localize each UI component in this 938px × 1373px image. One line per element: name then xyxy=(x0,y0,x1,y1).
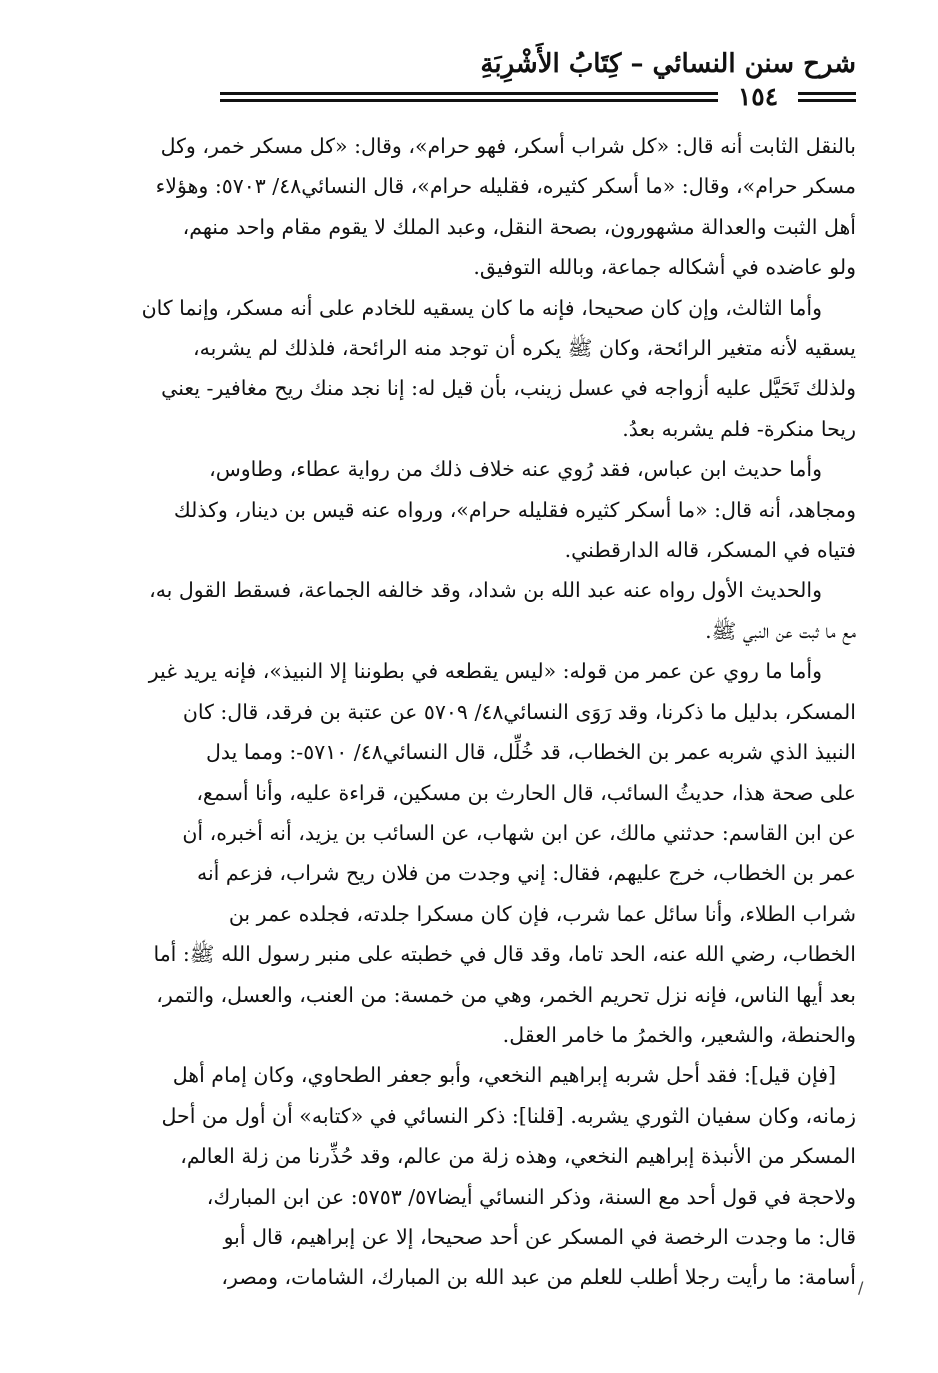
text-line: عمر بن الخطاب، خرج عليهم، فقال: إني وجدت من فلان ريح شراب، فزعم أنه xyxy=(196,861,856,886)
text-line: النبيذ الذي شربه عمر بن الخطاب، قد خُلِّل، قال النسائي٤٨/ ٥٧١٠-: ومما يدل xyxy=(206,740,856,765)
text-line: شراب الطلاء، وأنا سائل عما شرب، فإن كان مسكرا جلدته، فجلده عمر بن xyxy=(228,901,856,926)
text-line: ومجاهد، أنه قال: «ما أسكر كثيره فقليله حرام»، ورواه عنه قيس بن دينار، وكذلك xyxy=(173,497,856,522)
text-line: عن ابن القاسم: حدثني مالك، عن ابن شهاب، عن السائب بن يزيد، أنه أخبره، أن xyxy=(182,820,856,845)
text-line: يسقيه لأنه متغير الرائحة، وكان ﷺ يكره أن توجد منه الرائحة، فلذلك لم يشربه، xyxy=(193,336,856,361)
number-rule-top xyxy=(797,92,856,95)
text-line: والحديث الأول رواه عنه عبد الله بن شداد، وقد خالفه الجماعة، فسقط القول به، xyxy=(149,578,822,603)
text-line: المسكر، بدليل ما ذكرنا، وقد رَوَى النسائي٤٨/ ٥٧٠٩ عن عتبة بن فرقد، قال: كان xyxy=(182,699,856,724)
margin-mark: / xyxy=(858,1278,864,1297)
text-line: على صحة هذا، حديثُ السائب، قال الحارث بن مسكين، قراءة عليه، وأنا أسمع، xyxy=(196,780,856,805)
text-line: وأما حديث ابن عباس، فقد رُوي عنه خلاف ذلك من رواية عطاء، وطاوس، xyxy=(209,457,822,482)
text-line: قال: ما وجدت الرخصة في المسكر عن أحد صحيحا، إلا عن إبراهيم، قال أبو xyxy=(223,1224,856,1249)
text-line: فتياه في المسكر، قاله الدارقطني. xyxy=(564,538,856,563)
text-line: بعد أيها الناس، فإنه نزل تحريم الخمر، وهي من خمسة: من العنب، والعسل، والتمر، xyxy=(156,982,856,1007)
paragraph-5 xyxy=(80,651,856,1055)
text-line: وأما الثالث، وإن كان صحيحا، فإنه ما كان يسقيه للخادم على أنه مسكر، وإنما كان xyxy=(141,295,822,320)
text-line: ولذلك تَحَيَّل عليه أزواجه في عسل زينب، بأن قيل له: إنا نجد منك ريح مغافير- يعني xyxy=(161,376,856,401)
paragraph-2 xyxy=(80,288,856,450)
running-title: شرح سنن النسائي – كِتَابُ الأَشْرِبَةِ xyxy=(480,49,856,79)
text-line: ريحا منكرة- فلم يشربه بعدُ. xyxy=(622,416,856,441)
text-line: الخطاب، رضي الله عنه، الحد تاما، وقد قال في خطبته على منبر رسول الله ﷺ: أما xyxy=(153,942,856,967)
text-line: ولاحجة في قول أحد مع السنة، وذكر النسائي أيضا٥٧/ ٥٧٥٣: عن ابن المبارك، xyxy=(206,1184,856,1209)
text-line: أهل الثبت والعدالة مشهورون، بصحة النقل، وعبد الملك لا يقوم مقام واحد منهم، xyxy=(182,214,856,239)
text-line: مع ما ثبت عن النبي ﷺ. xyxy=(705,618,856,643)
number-rule-bottom xyxy=(797,99,856,102)
paragraph-3 xyxy=(80,449,856,570)
text-line: زمانه، وكان سفيان الثوري يشربه. [قلنا]: ذكر النسائي في «كتابه» أن أول من أحل xyxy=(161,1103,856,1128)
page-number: ١٥٤ xyxy=(718,79,798,115)
text-line: المسكر من الأنبذة إبراهيم النخعي، وهذه زلة من عالم، وقد حُذِّرنا من زلة العالم، xyxy=(180,1144,856,1169)
text-line: مسكر حرام»، وقال: «ما أسكر كثيره، فقليله حرام»، قال النسائي٤٨/ ٥٧٠٣: وهؤلاء xyxy=(155,174,856,199)
text-line: ولو عاضده في أشكاله جماعة، وبالله التوفيق. xyxy=(473,255,856,280)
text-line: أسامة: ما رأيت رجلا أطلب للعلم من عبد الله بن المبارك، الشامات، ومصر، xyxy=(221,1265,856,1290)
text-line: والحنطة، والشعير، والخمرُ ما خامر العقل. xyxy=(502,1022,856,1047)
body-text xyxy=(80,126,856,1298)
text-line: [فإن قيل]: فقد أحل شربه إبراهيم النخعي، وأبو جعفر الطحاوي، وكان إمام أهل xyxy=(172,1063,836,1088)
paragraph-6 xyxy=(80,1055,856,1297)
paragraph-1 xyxy=(80,126,856,288)
text-line: وأما ما روي عن عمر من قوله: «ليس يقطعه في بطوننا إلا النبيذ»، فإنه يريد غير xyxy=(148,659,822,684)
text-line: بالنقل الثابت أنه قال: «كل شراب أسكر، فهو حرام»، وقال: «كل مسكر خمر، وكل xyxy=(160,134,856,158)
paragraph-4 xyxy=(80,570,856,651)
